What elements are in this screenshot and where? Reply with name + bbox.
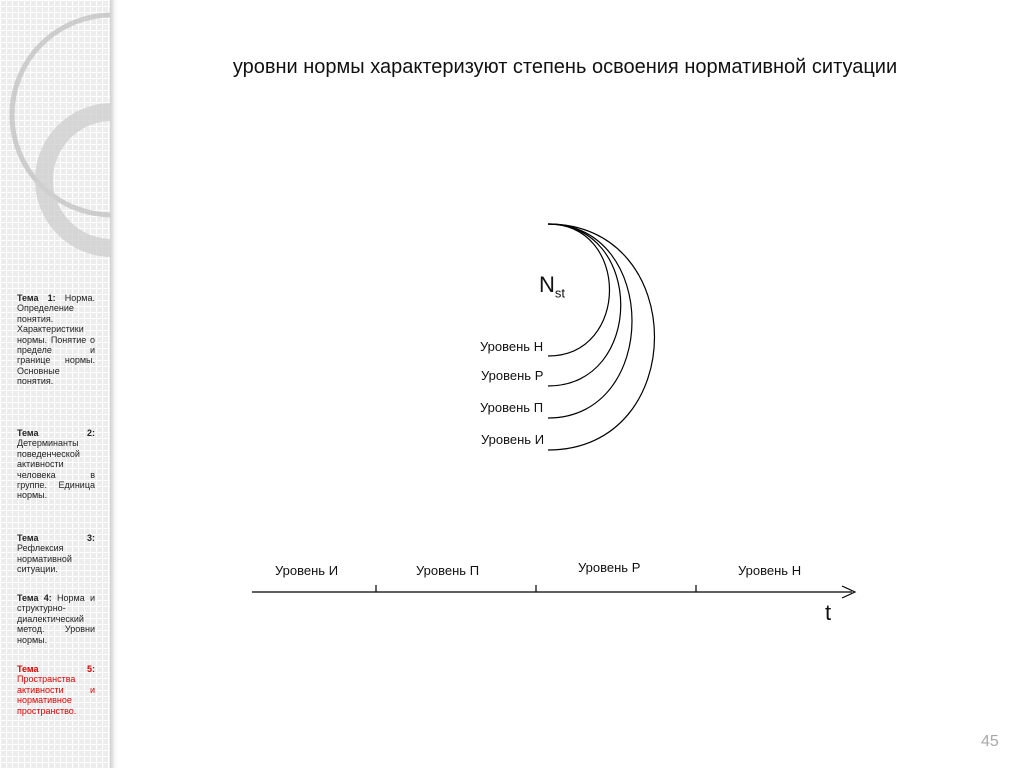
topic-3-head: Тема 3: [17,533,95,543]
slide-title: уровни нормы характеризуют степень освоения нормативной ситуации [232,56,898,78]
arc-label-level-n: Уровень Н [480,339,544,354]
topic-1-head: Тема 1: [17,293,56,303]
topic-1-text: Норма. Определение понятия. Характеристики нормы. Понятие о пределе и границе нормы. Основные понятия. [17,293,95,387]
arc-label-level-i: Уровень И [481,432,545,447]
arc-level-r [548,224,621,386]
nst-main: N [539,272,555,297]
nst-label [539,272,565,300]
topic-4-head: Тема 4: [17,593,52,603]
axis-label-t: t [825,600,832,625]
topic-5-head: Тема 5: [17,664,95,674]
axis-label-level-i: Уровень И [275,563,339,578]
topic-2-head: Тема 2: [17,428,95,438]
page-number: 45 [981,733,999,750]
arc-label-level-p: Уровень П [480,400,544,415]
topic-2-text: Детерминанты поведенческой активности человека в группе. Единица нормы. [17,438,95,501]
axis-label-level-p: Уровень П [416,563,480,578]
topic-4-text: Норма и структурно-диалектический метод. Уровни нормы. [17,593,96,645]
axis-label-level-r: Уровень Р [578,560,641,575]
arc-label-level-r: Уровень Р [481,368,544,383]
topic-5-text: Пространства активности и нормативное пространство. [17,674,95,716]
topic-3-text: Рефлексия нормативной ситуации. [17,543,72,575]
nst-subscript: st [554,285,566,301]
axis-label-level-n: Уровень Н [738,563,802,578]
